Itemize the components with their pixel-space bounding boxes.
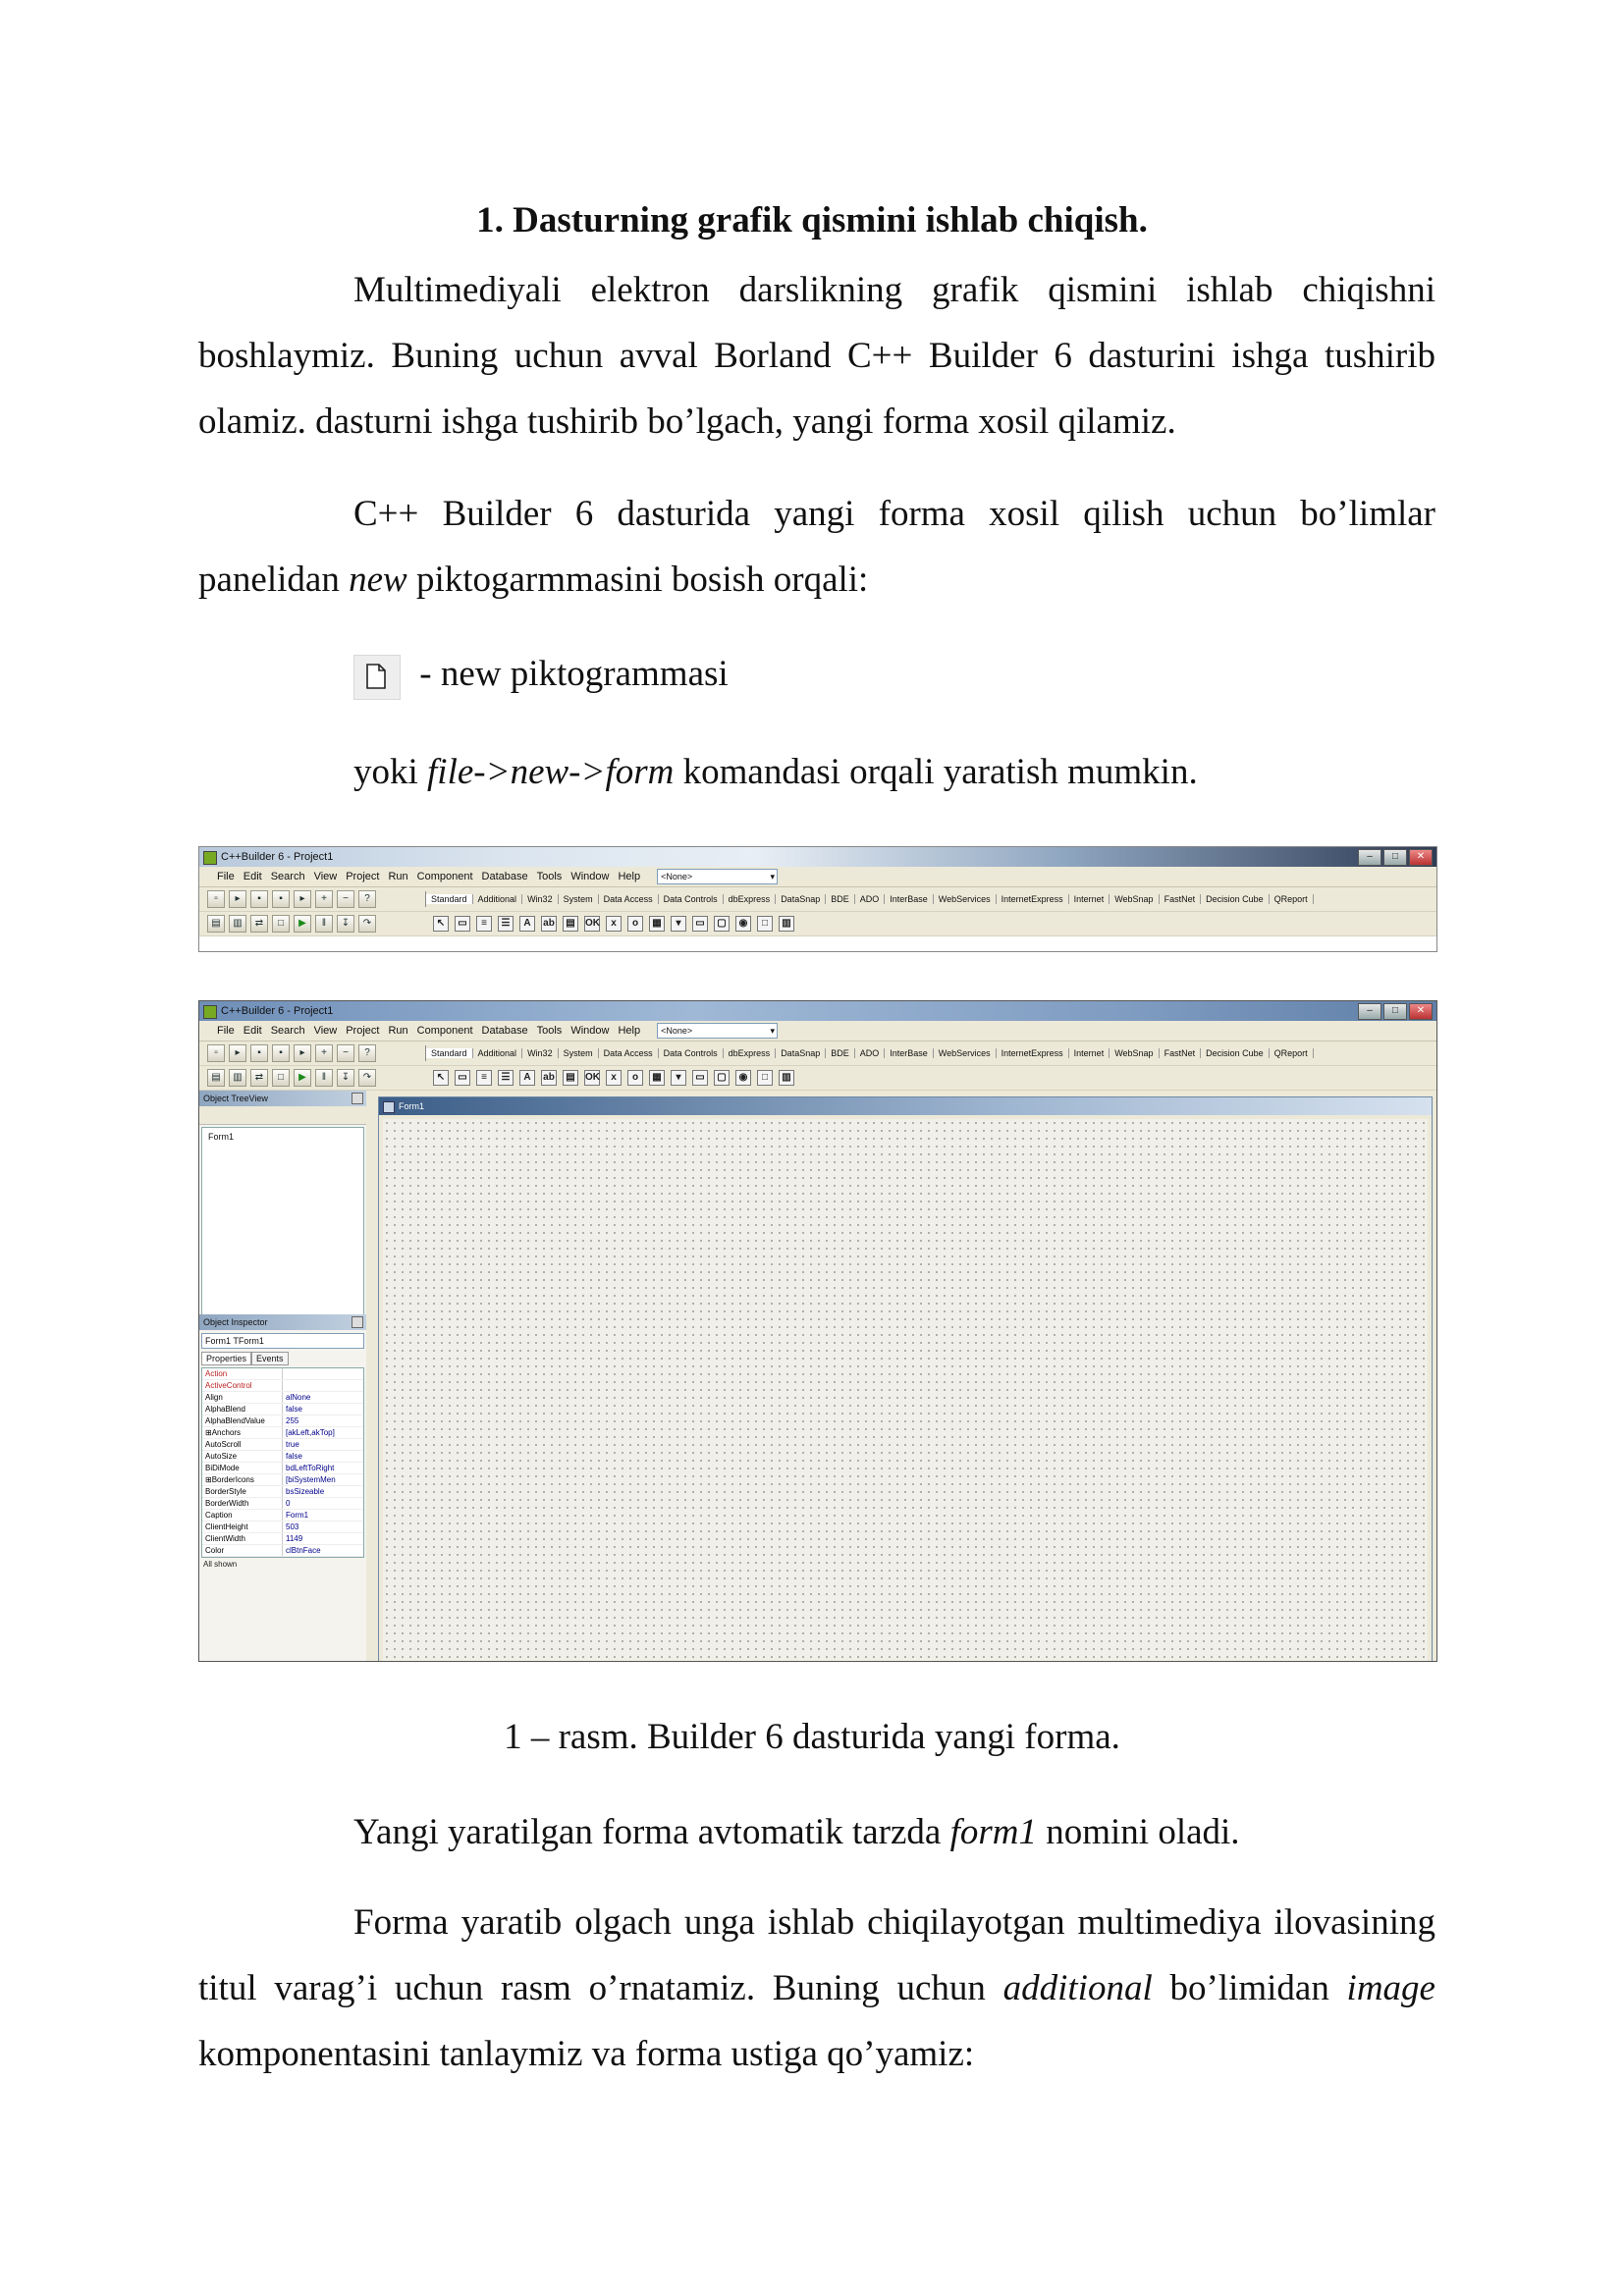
checkbox-icon[interactable]: x bbox=[606, 916, 622, 932]
menu-help[interactable]: Help bbox=[618, 871, 641, 882]
palette-tab-internetexpress[interactable]: InternetExpress bbox=[997, 1048, 1069, 1058]
maximize-button[interactable]: □ bbox=[1383, 1003, 1407, 1020]
property-row[interactable] bbox=[202, 1545, 363, 1557]
palette-tab-webservices[interactable]: WebServices bbox=[934, 894, 997, 904]
view-form-icon[interactable]: ▥ bbox=[229, 915, 246, 933]
property-name: ClientHeight bbox=[202, 1522, 283, 1532]
property-row[interactable] bbox=[202, 1380, 363, 1392]
palette-tab-additional[interactable]: Additional bbox=[473, 1048, 523, 1058]
menu-bar bbox=[199, 1021, 1436, 1041]
close-icon[interactable] bbox=[352, 1093, 363, 1104]
palette-tab-interbase[interactable]: InterBase bbox=[885, 894, 934, 904]
minimize-button[interactable]: – bbox=[1358, 1003, 1381, 1020]
palette-tab-qreport[interactable]: QReport bbox=[1270, 1048, 1314, 1058]
radiobutton-icon[interactable]: o bbox=[627, 1070, 643, 1086]
actionlist-icon[interactable]: ▥ bbox=[779, 1070, 794, 1086]
maximize-button[interactable]: □ bbox=[1383, 849, 1407, 866]
paragraph-text: Yangi yaratilgan forma avtomatik tarzda bbox=[353, 1812, 950, 1852]
property-value[interactable]: [biSystemMen bbox=[286, 1475, 336, 1484]
emphasis-new: new bbox=[349, 560, 407, 600]
command-path: file->new->form bbox=[427, 752, 675, 792]
command-line bbox=[353, 748, 1198, 797]
paragraph-intro: Multimediyali elektron darslikning grafik qismini ishlab chiqishni boshlaymiz. Buning uchun avval Borland C++ Builder 6 dasturini ishga tushirib olamiz. dasturni ishga tushirib bo’lgach, yangi forma xosil qilamiz. bbox=[198, 270, 1435, 442]
trace-into-icon[interactable]: ↧ bbox=[337, 915, 354, 933]
new-form-icon[interactable]: □ bbox=[272, 1069, 290, 1087]
palette-tab-data-controls[interactable]: Data Controls bbox=[659, 1048, 724, 1058]
command-prefix: yoki bbox=[353, 752, 428, 792]
treeview-title: Object TreeView bbox=[203, 1094, 268, 1103]
property-name: Action bbox=[202, 1368, 283, 1379]
desktop-combo[interactable]: <None> ▾ bbox=[657, 1023, 778, 1039]
label-icon[interactable]: A bbox=[519, 1070, 535, 1086]
property-row[interactable] bbox=[202, 1474, 363, 1486]
save-icon[interactable]: ▪ bbox=[250, 890, 268, 908]
menu-edit[interactable]: Edit bbox=[243, 1025, 262, 1037]
property-name: AutoSize bbox=[202, 1451, 283, 1462]
help-icon[interactable]: ? bbox=[358, 1044, 376, 1062]
ide-workspace bbox=[199, 1091, 1436, 1662]
add-file-icon[interactable]: + bbox=[315, 1044, 333, 1062]
panel-icon[interactable]: □ bbox=[757, 916, 773, 932]
run-icon[interactable]: ▶ bbox=[294, 915, 311, 933]
add-file-icon[interactable]: + bbox=[315, 890, 333, 908]
edit-icon[interactable]: ab bbox=[541, 916, 557, 932]
paragraph-new-icon bbox=[198, 481, 1435, 613]
command-suffix: komandasi orqali yaratish mumkin. bbox=[674, 752, 1198, 792]
remove-file-icon[interactable]: − bbox=[337, 890, 354, 908]
paragraph-text: bo’limidan bbox=[1152, 1968, 1347, 2008]
step-over-icon[interactable]: ↷ bbox=[358, 915, 376, 933]
palette-tab-system[interactable]: System bbox=[559, 1048, 599, 1058]
property-name: BiDiMode bbox=[202, 1463, 283, 1473]
property-row[interactable] bbox=[202, 1404, 363, 1415]
menu-run[interactable]: Run bbox=[388, 871, 408, 882]
popupmenu-icon[interactable]: ☰ bbox=[498, 916, 514, 932]
property-row[interactable] bbox=[202, 1533, 363, 1545]
palette-tab-data-access[interactable]: Data Access bbox=[599, 1048, 659, 1058]
menu-edit[interactable]: Edit bbox=[243, 871, 262, 882]
menu-bar bbox=[199, 867, 1436, 887]
open-icon[interactable]: ▸ bbox=[229, 890, 246, 908]
minimize-button[interactable]: – bbox=[1358, 849, 1381, 866]
menu-database[interactable]: Database bbox=[481, 871, 528, 882]
form-titlebar bbox=[379, 1097, 1432, 1115]
property-value[interactable]: 503 bbox=[286, 1522, 299, 1531]
inspector-object-combo[interactable]: Form1 TForm1 bbox=[201, 1333, 364, 1349]
component-palette-tabs bbox=[425, 891, 1436, 907]
window-titlebar bbox=[199, 847, 1436, 867]
view-form-icon[interactable]: ▥ bbox=[229, 1069, 246, 1087]
close-button[interactable]: ✕ bbox=[1409, 1003, 1433, 1020]
property-value[interactable]: alNone bbox=[286, 1393, 311, 1402]
save-icon[interactable]: ▪ bbox=[250, 1044, 268, 1062]
desktop-combo[interactable]: <None> ▾ bbox=[657, 869, 778, 884]
window-title: C++Builder 6 - Project1 bbox=[221, 851, 334, 863]
property-value[interactable]: clBtnFace bbox=[286, 1546, 321, 1555]
palette-tab-websnap[interactable]: WebSnap bbox=[1110, 894, 1159, 904]
property-value[interactable]: bsSizeable bbox=[286, 1487, 325, 1496]
menu-window[interactable]: Window bbox=[570, 1025, 610, 1037]
listbox-icon[interactable]: ▦ bbox=[649, 916, 665, 932]
trace-into-icon[interactable]: ↧ bbox=[337, 1069, 354, 1087]
emphasis-image: image bbox=[1346, 1968, 1435, 2008]
figure-caption: 1 – rasm. Builder 6 dasturida yangi forma. bbox=[504, 1717, 1120, 1757]
property-value[interactable]: bdLeftToRight bbox=[286, 1464, 335, 1472]
checkbox-icon[interactable]: x bbox=[606, 1070, 622, 1086]
component-palette-tabs bbox=[425, 1045, 1436, 1061]
view-unit-icon[interactable]: ▤ bbox=[207, 1069, 225, 1087]
property-name: AlphaBlend bbox=[202, 1404, 283, 1415]
ide-form-screenshot bbox=[198, 1000, 1437, 1662]
run-icon[interactable]: ▶ bbox=[294, 1069, 311, 1087]
actionlist-icon[interactable]: ▥ bbox=[779, 916, 794, 932]
property-row[interactable] bbox=[202, 1486, 363, 1498]
save-all-icon[interactable]: ▪ bbox=[272, 1044, 290, 1062]
listbox-icon[interactable]: ▦ bbox=[649, 1070, 665, 1086]
property-value[interactable]: false bbox=[286, 1452, 302, 1461]
radiogroup-icon[interactable]: ◉ bbox=[735, 1070, 751, 1086]
left-dock bbox=[199, 1091, 366, 1662]
form-designer-window bbox=[378, 1096, 1433, 1662]
palette-tab-data-access[interactable]: Data Access bbox=[599, 894, 659, 904]
palette-tab-bde[interactable]: BDE bbox=[826, 894, 855, 904]
menu-view[interactable]: View bbox=[313, 871, 338, 882]
groupbox-icon[interactable]: ▢ bbox=[714, 916, 730, 932]
property-name: BorderStyle bbox=[202, 1486, 283, 1497]
new-icon[interactable]: ▫ bbox=[207, 890, 225, 908]
button-icon[interactable]: OK bbox=[584, 1070, 600, 1086]
palette-tab-webservices[interactable]: WebServices bbox=[934, 1048, 997, 1058]
menu-tools[interactable]: Tools bbox=[536, 871, 563, 882]
palette-tab-system[interactable]: System bbox=[559, 894, 599, 904]
new-icon-line bbox=[353, 650, 729, 700]
property-value[interactable]: 1149 bbox=[286, 1534, 303, 1543]
property-row[interactable] bbox=[202, 1439, 363, 1451]
palette-tab-additional[interactable]: Additional bbox=[473, 894, 523, 904]
close-button[interactable]: ✕ bbox=[1409, 849, 1433, 866]
edit-icon[interactable]: ab bbox=[541, 1070, 557, 1086]
palette-tab-interbase[interactable]: InterBase bbox=[885, 1048, 934, 1058]
menu-project[interactable]: Project bbox=[346, 871, 380, 882]
mainmenu-icon[interactable]: ≡ bbox=[476, 1070, 492, 1086]
pointer-icon[interactable]: ↖ bbox=[433, 916, 449, 932]
new-document-icon bbox=[353, 655, 401, 700]
property-name: ⊞Anchors bbox=[202, 1427, 283, 1438]
new-icon[interactable]: ▫ bbox=[207, 1044, 225, 1062]
form-design-grid[interactable] bbox=[383, 1119, 1428, 1662]
palette-tab-fastnet[interactable]: FastNet bbox=[1160, 1048, 1202, 1058]
property-name: Color bbox=[202, 1545, 283, 1556]
pointer-icon[interactable]: ↖ bbox=[433, 1070, 449, 1086]
menu-run[interactable]: Run bbox=[388, 1025, 408, 1037]
form-title: Form1 bbox=[399, 1101, 425, 1111]
treeview-titlebar bbox=[199, 1091, 366, 1106]
palette-tab-internet[interactable]: Internet bbox=[1069, 1048, 1110, 1058]
palette-tab-qreport[interactable]: QReport bbox=[1270, 894, 1314, 904]
property-name: Align bbox=[202, 1392, 283, 1403]
property-row[interactable] bbox=[202, 1510, 363, 1522]
menu-file[interactable]: File bbox=[217, 871, 235, 882]
save-all-icon[interactable]: ▪ bbox=[272, 890, 290, 908]
property-row[interactable] bbox=[202, 1368, 363, 1380]
palette-tab-decision-cube[interactable]: Decision Cube bbox=[1201, 894, 1270, 904]
label-icon[interactable]: A bbox=[519, 916, 535, 932]
component-palette-icons bbox=[425, 916, 794, 932]
menu-component[interactable]: Component bbox=[416, 871, 473, 882]
property-row[interactable] bbox=[202, 1451, 363, 1463]
memo-icon[interactable]: ▤ bbox=[563, 916, 578, 932]
paragraph-text: komponentasini tanlaymiz va forma ustiga qo’yamiz: bbox=[198, 2034, 975, 2074]
menu-component[interactable]: Component bbox=[416, 1025, 473, 1037]
window-title: C++Builder 6 - Project1 bbox=[221, 1005, 334, 1017]
property-name: Caption bbox=[202, 1510, 283, 1521]
open-icon[interactable]: ▸ bbox=[229, 1044, 246, 1062]
pause-icon[interactable]: ‖ bbox=[315, 1069, 333, 1087]
close-icon[interactable] bbox=[352, 1316, 363, 1328]
open-project-icon[interactable]: ▸ bbox=[294, 1044, 311, 1062]
toolbar-row-2 bbox=[199, 912, 1436, 936]
treeview-list bbox=[201, 1127, 364, 1321]
menu-project[interactable]: Project bbox=[346, 1025, 380, 1037]
remove-file-icon[interactable]: − bbox=[337, 1044, 354, 1062]
palette-tab-bde[interactable]: BDE bbox=[826, 1048, 855, 1058]
object-inspector bbox=[199, 1314, 366, 1569]
property-grid bbox=[201, 1367, 364, 1558]
menu-file[interactable]: File bbox=[217, 1025, 235, 1037]
window-titlebar bbox=[199, 1001, 1436, 1021]
palette-tab-standard[interactable]: Standard bbox=[426, 1048, 473, 1058]
property-row[interactable] bbox=[202, 1463, 363, 1474]
app-icon bbox=[203, 851, 217, 865]
new-form-icon[interactable]: □ bbox=[272, 915, 290, 933]
menu-view[interactable]: View bbox=[313, 1025, 338, 1037]
palette-tab-websnap[interactable]: WebSnap bbox=[1110, 1048, 1159, 1058]
menu-search[interactable]: Search bbox=[270, 871, 305, 882]
help-icon[interactable]: ? bbox=[358, 890, 376, 908]
inspector-titlebar bbox=[199, 1314, 366, 1330]
section-heading: 1. Dasturning grafik qismini ishlab chiqish. bbox=[476, 200, 1148, 240]
panel-icon[interactable]: □ bbox=[757, 1070, 773, 1086]
palette-tab-dbexpress[interactable]: dbExpress bbox=[724, 894, 777, 904]
inspector-status: All shown bbox=[203, 1560, 238, 1569]
form-icon bbox=[383, 1101, 395, 1113]
palette-tab-fastnet[interactable]: FastNet bbox=[1160, 894, 1202, 904]
palette-tab-internet[interactable]: Internet bbox=[1069, 894, 1110, 904]
frames-icon[interactable]: ▭ bbox=[455, 916, 470, 932]
frames-icon[interactable]: ▭ bbox=[455, 1070, 470, 1086]
paragraph-image-component bbox=[198, 1890, 1435, 2087]
property-row[interactable] bbox=[202, 1415, 363, 1427]
property-value[interactable] bbox=[283, 1368, 363, 1379]
tree-item-form1[interactable]: Form1 bbox=[208, 1132, 235, 1142]
paragraph-form1 bbox=[353, 1808, 1240, 1857]
toolbar-row-1 bbox=[199, 1041, 1436, 1066]
radiogroup-icon[interactable]: ◉ bbox=[735, 916, 751, 932]
groupbox-icon[interactable]: ▢ bbox=[714, 1070, 730, 1086]
popupmenu-icon[interactable]: ☰ bbox=[498, 1070, 514, 1086]
property-value[interactable]: 0 bbox=[286, 1499, 291, 1508]
paragraph-text: nomini oladi. bbox=[1036, 1812, 1240, 1852]
property-value[interactable]: true bbox=[286, 1440, 299, 1449]
treeview-toolbar bbox=[199, 1106, 366, 1125]
property-name: ⊞BorderIcons bbox=[202, 1474, 283, 1485]
property-row[interactable] bbox=[202, 1522, 363, 1533]
property-value[interactable]: Form1 bbox=[286, 1511, 309, 1520]
step-over-icon[interactable]: ↷ bbox=[358, 1069, 376, 1087]
property-name: AutoScroll bbox=[202, 1439, 283, 1450]
inspector-tabs bbox=[201, 1352, 364, 1365]
mainmenu-icon[interactable]: ≡ bbox=[476, 916, 492, 932]
property-row[interactable] bbox=[202, 1498, 363, 1510]
palette-tab-data-controls[interactable]: Data Controls bbox=[659, 894, 724, 904]
app-icon bbox=[203, 1005, 217, 1019]
menu-help[interactable]: Help bbox=[618, 1025, 641, 1037]
property-name: ActiveControl bbox=[202, 1380, 283, 1391]
tab-events[interactable]: Events bbox=[251, 1352, 289, 1365]
palette-tab-win32[interactable]: Win32 bbox=[522, 894, 559, 904]
palette-tab-standard[interactable]: Standard bbox=[426, 894, 473, 904]
combobox-icon[interactable]: ▾ bbox=[671, 916, 686, 932]
combobox-icon[interactable]: ▾ bbox=[671, 1070, 686, 1086]
pause-icon[interactable]: ‖ bbox=[315, 915, 333, 933]
paragraph-text: piktogarmmasini bosish orqali: bbox=[406, 560, 869, 600]
palette-tab-internetexpress[interactable]: InternetExpress bbox=[997, 894, 1069, 904]
radiobutton-icon[interactable]: o bbox=[627, 916, 643, 932]
property-name: AlphaBlendValue bbox=[202, 1415, 283, 1426]
ide-toolbar-screenshot bbox=[198, 846, 1437, 952]
palette-tab-ado[interactable]: ADO bbox=[855, 1048, 886, 1058]
palette-tab-win32[interactable]: Win32 bbox=[522, 1048, 559, 1058]
inspector-title: Object Inspector bbox=[203, 1317, 268, 1327]
button-icon[interactable]: OK bbox=[584, 916, 600, 932]
property-value[interactable]: false bbox=[286, 1405, 302, 1414]
toggle-form-unit-icon[interactable]: ⇄ bbox=[250, 915, 268, 933]
memo-icon[interactable]: ▤ bbox=[563, 1070, 578, 1086]
property-row[interactable] bbox=[202, 1392, 363, 1404]
scrollbar-icon[interactable]: ▭ bbox=[692, 1070, 708, 1086]
open-project-icon[interactable]: ▸ bbox=[294, 890, 311, 908]
palette-tab-decision-cube[interactable]: Decision Cube bbox=[1201, 1048, 1270, 1058]
toolbar-row-1 bbox=[199, 887, 1436, 912]
menu-window[interactable]: Window bbox=[570, 871, 610, 882]
property-value[interactable] bbox=[283, 1380, 363, 1391]
toolbar-row-2 bbox=[199, 1066, 1436, 1091]
tab-properties[interactable]: Properties bbox=[201, 1352, 251, 1365]
property-value[interactable]: 255 bbox=[286, 1416, 299, 1425]
property-name: BorderWidth bbox=[202, 1498, 283, 1509]
property-name: ClientWidth bbox=[202, 1533, 283, 1544]
palette-tab-dbexpress[interactable]: dbExpress bbox=[724, 1048, 777, 1058]
paragraph-text: Forma yaratib olgach unga ishlab chiqilayotgan multimediya ilovasining titul varag’i uchun rasm o’rnatamiz. Buning uchun bbox=[198, 1902, 1435, 2008]
palette-tab-ado[interactable]: ADO bbox=[855, 894, 886, 904]
palette-tab-datasnap[interactable]: DataSnap bbox=[776, 1048, 826, 1058]
emphasis-form1: form1 bbox=[949, 1812, 1037, 1852]
menu-tools[interactable]: Tools bbox=[536, 1025, 563, 1037]
property-row[interactable] bbox=[202, 1427, 363, 1439]
property-value[interactable]: [akLeft,akTop] bbox=[286, 1428, 335, 1437]
scrollbar-icon[interactable]: ▭ bbox=[692, 916, 708, 932]
menu-search[interactable]: Search bbox=[270, 1025, 305, 1037]
emphasis-additional: additional bbox=[1002, 1968, 1153, 2008]
component-palette-icons bbox=[425, 1070, 794, 1086]
palette-tab-datasnap[interactable]: DataSnap bbox=[776, 894, 826, 904]
view-unit-icon[interactable]: ▤ bbox=[207, 915, 225, 933]
new-icon-caption: - new piktogrammasi bbox=[410, 654, 729, 694]
menu-database[interactable]: Database bbox=[481, 1025, 528, 1037]
paragraph-text: C++ Builder 6 dasturida yangi forma xosil qilish uchun bo’limlar panelidan bbox=[198, 494, 1435, 600]
toggle-form-unit-icon[interactable]: ⇄ bbox=[250, 1069, 268, 1087]
